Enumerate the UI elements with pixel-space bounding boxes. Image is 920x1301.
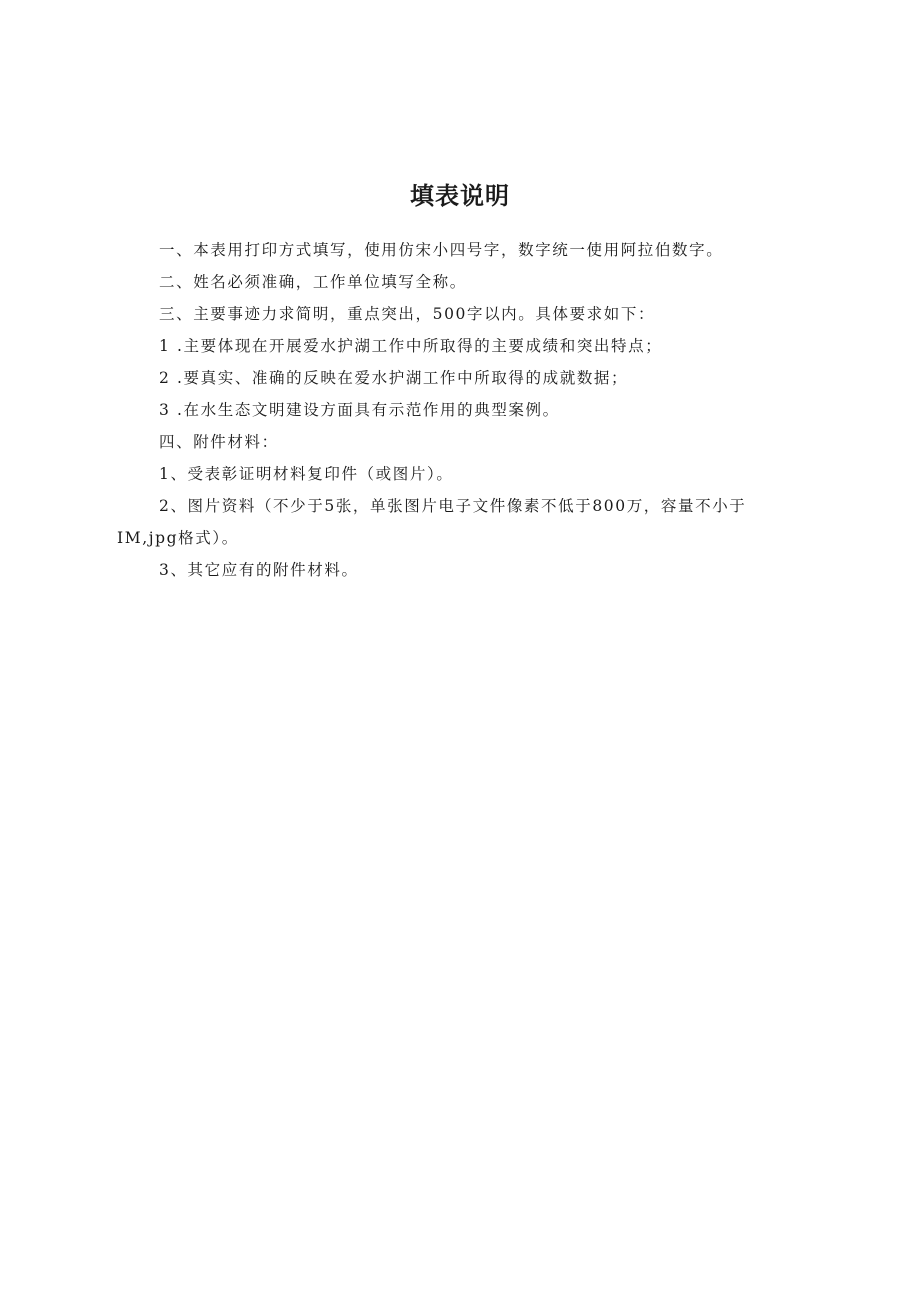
attachment-item-1: 1、受表彰证明材料复印件（或图片）。 xyxy=(159,465,454,483)
attachment-item-2-line2: IM,jpg格式）。 xyxy=(117,529,239,547)
paragraph-deeds-requirements: 三、主要事迹力求简明，重点突出，500字以内。具体要求如下： xyxy=(159,305,656,323)
paragraph-print-format: 一、本表用打印方式填写，使用仿宋小四号字，数字统一使用阿拉伯数字。 xyxy=(159,241,724,259)
requirement-item-3: 3 .在水生态文明建设方面具有示范作用的典型案例。 xyxy=(159,401,560,419)
attachment-item-2-line1: 2、图片资料（不少于5张，单张图片电子文件像素不低于800万，容量不小于 xyxy=(159,497,747,515)
paragraph-attachments-heading: 四、附件材料： xyxy=(159,433,279,451)
requirement-item-2: 2 .要真实、准确的反映在爱水护湖工作中所取得的成就数据； xyxy=(159,369,629,387)
requirement-item-1: 1 .主要体现在开展爱水护湖工作中所取得的主要成绩和突出特点； xyxy=(159,337,663,355)
page-title: 填表说明 xyxy=(410,182,510,210)
attachment-item-3: 3、其它应有的附件材料。 xyxy=(159,561,359,579)
instructions-body xyxy=(117,234,807,586)
attachment-item-2 xyxy=(117,490,807,554)
paragraph-name-accuracy: 二、姓名必须准确，工作单位填写全称。 xyxy=(159,273,467,291)
